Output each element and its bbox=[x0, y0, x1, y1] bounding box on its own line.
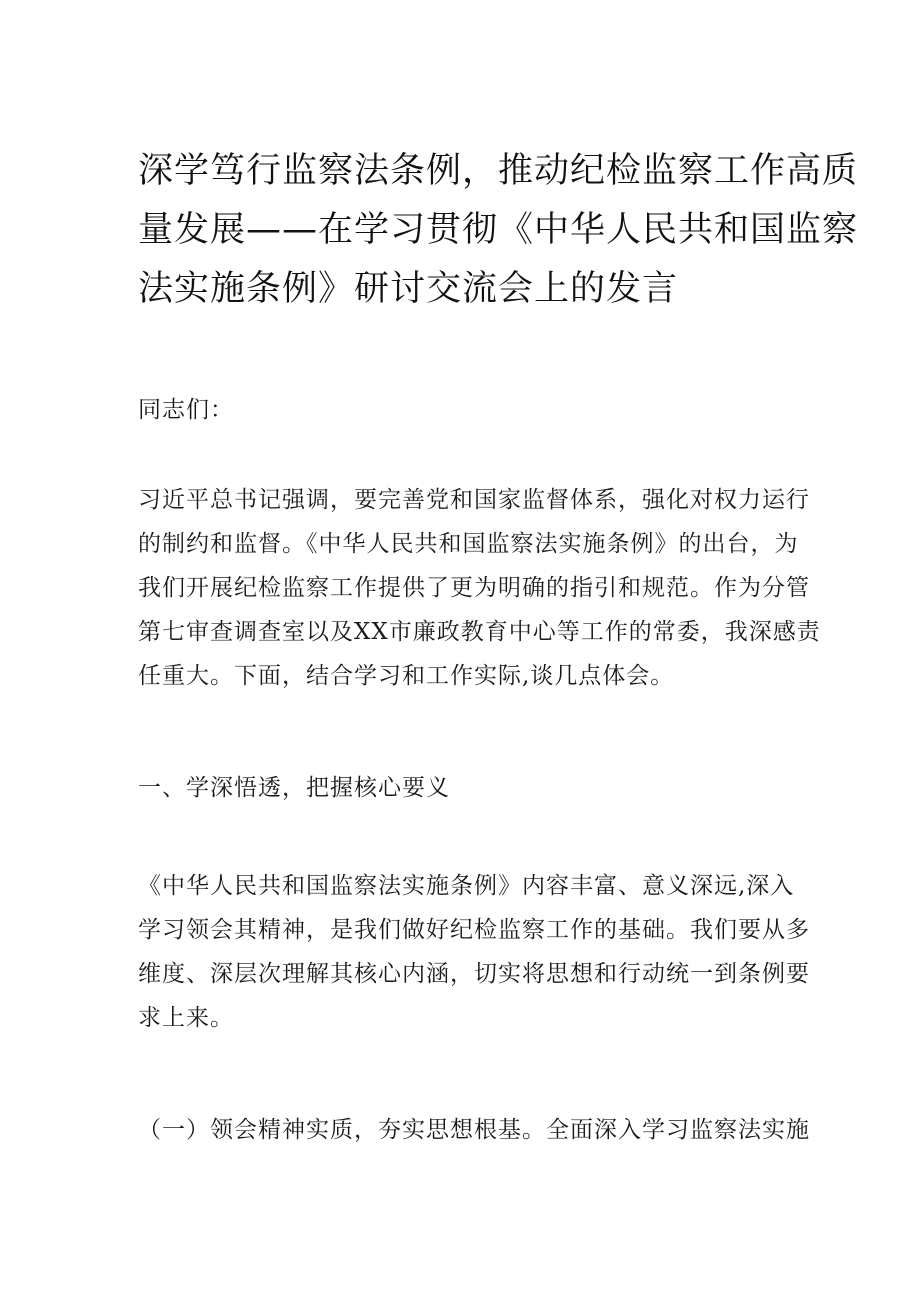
paragraph-line: 学习领会其精神，是我们做好纪检监察工作的基础。我们要从多 bbox=[138, 917, 810, 943]
paragraph-line: 我们开展纪检监察工作提供了更为明确的指引和规范。作为分管 bbox=[138, 575, 810, 601]
body-paragraph bbox=[138, 1108, 810, 1152]
title-line: 量发展——在学习贯彻《中华人民共和国监察 bbox=[138, 210, 859, 250]
paragraph-line: 习近平总书记强调，要完善党和国家监督体系，强化对权力运行 bbox=[138, 487, 810, 513]
body-paragraph bbox=[138, 864, 810, 1040]
paragraph-line: 维度、深层次理解其核心内涵，切实将思想和行动统一到条例要 bbox=[138, 961, 810, 987]
section-heading: 一、学深悟透，把握核心要义 bbox=[138, 775, 450, 801]
paragraph-line: 《中华人民共和国监察法实施条例》内容丰富、意义深远,深入 bbox=[138, 873, 795, 899]
body-paragraph bbox=[138, 478, 821, 698]
paragraph-line: 第七审查调查室以及XX市廉政教育中心等工作的常委，我深感责 bbox=[138, 619, 821, 645]
paragraph-line: 任重大。下面，结合学习和工作实际,谈几点体会。 bbox=[138, 663, 675, 689]
title-line: 法实施条例》研讨交流会上的发言 bbox=[138, 269, 679, 309]
salutation: 同志们： bbox=[138, 397, 234, 423]
paragraph-line: （一）领会精神实质，夯实思想根基。全面深入学习监察法实施 bbox=[138, 1117, 810, 1143]
paragraph-line: 的制约和监督。《中华人民共和国监察法实施条例》的出台，为 bbox=[138, 531, 799, 557]
title-line: 深学笃行监察法条例，推动纪检监察工作高质 bbox=[138, 151, 859, 191]
document-title bbox=[138, 142, 859, 319]
paragraph-line: 求上来。 bbox=[138, 1005, 234, 1031]
